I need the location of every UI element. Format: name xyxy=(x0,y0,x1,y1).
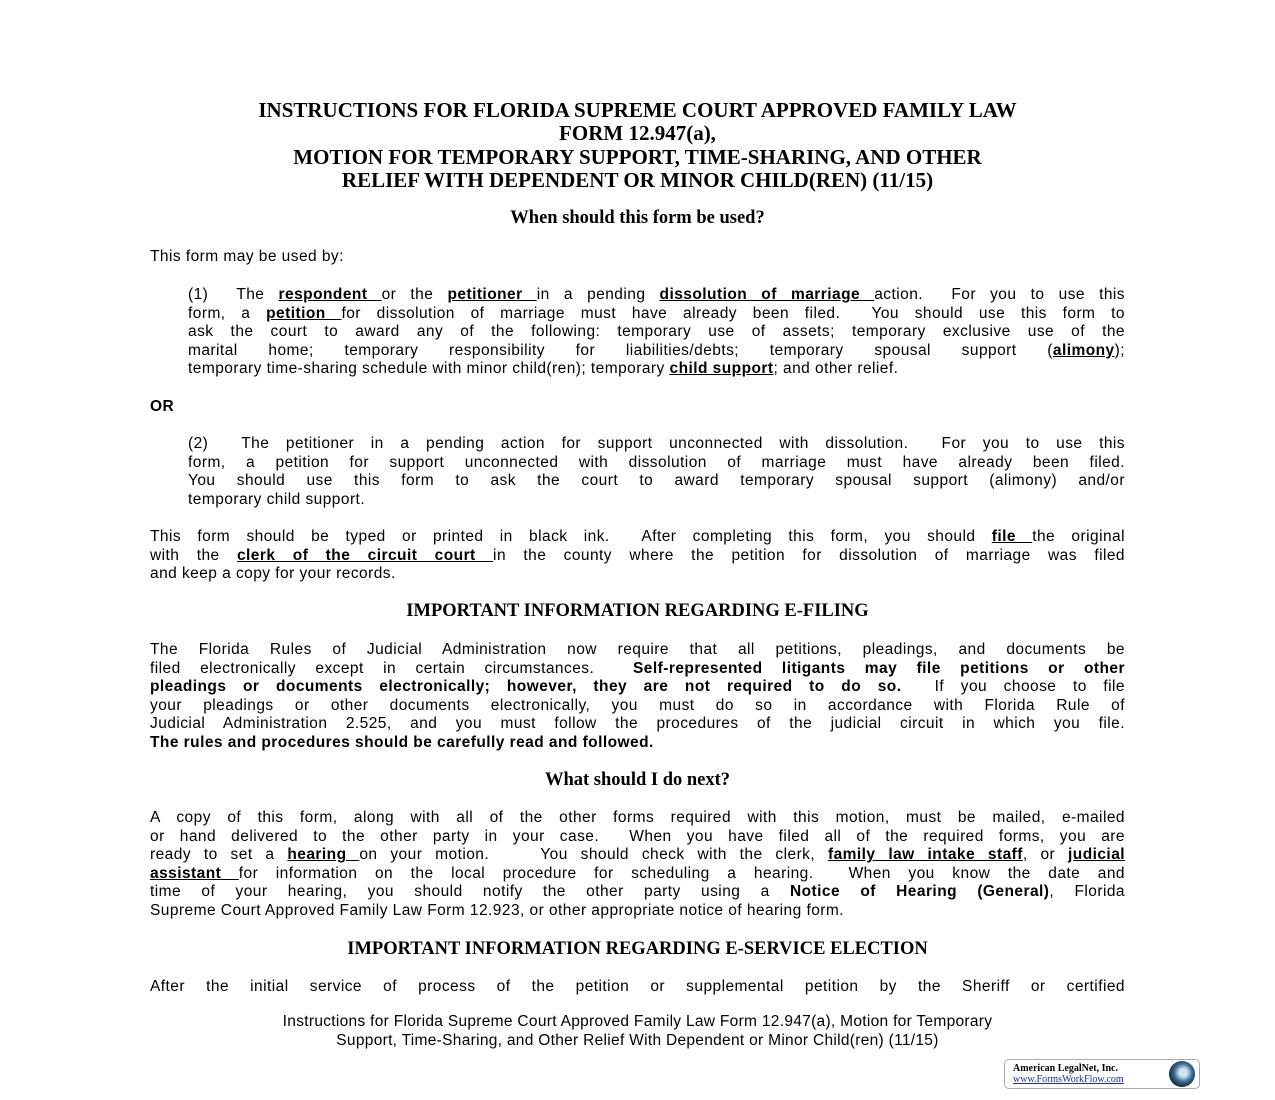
text-line xyxy=(150,828,1125,847)
text-line xyxy=(150,715,1125,734)
text-segment: the original xyxy=(1032,528,1125,545)
logo-url-link[interactable]: www.FormsWorkFlow.com xyxy=(1013,1074,1124,1085)
text-segment: Supreme Court Approved Family Law Form 12.923, or other appropriate notice of hearing form. xyxy=(150,901,845,919)
heading-efiling: IMPORTANT INFORMATION REGARDING E-FILING xyxy=(406,601,869,621)
paragraph-intro xyxy=(150,248,1125,267)
text-line xyxy=(188,360,1125,379)
text-segment: ready to set a xyxy=(150,846,288,864)
text-segment: and keep a copy for your records. xyxy=(150,565,396,583)
americanlegalnet-logo[interactable] xyxy=(1004,1059,1200,1089)
text-line xyxy=(188,323,1125,342)
glossary-term-link[interactable]: file xyxy=(991,528,1033,545)
text-line xyxy=(150,865,1125,884)
bold-text: Self-represented litigants may file petitions or other xyxy=(633,659,1125,677)
footer-line: Support, Time-Sharing, and Other Relief With Dependent or Minor Child(ren) (11/15) xyxy=(336,1032,939,1049)
glossary-term-link[interactable]: alimony xyxy=(1052,341,1115,359)
text-segment: or the xyxy=(381,286,448,303)
text-line xyxy=(188,454,1125,473)
glossary-term-link[interactable]: hearing xyxy=(287,846,360,864)
paragraph-or xyxy=(150,398,1125,417)
heading-when-used: When should this form be used? xyxy=(510,208,765,228)
text-segment: This form may be used by: xyxy=(150,248,344,265)
text-line xyxy=(150,978,1125,997)
bold-text: pleadings or documents electronically; however, they are not required to do so. xyxy=(150,678,902,696)
glossary-term-link[interactable]: child support xyxy=(669,360,774,378)
text-line xyxy=(150,248,1125,267)
text-segment: A copy of this form, along with all of the other forms required with this motion, must be mailed, e-mailed xyxy=(150,809,1125,826)
text-line xyxy=(150,528,1125,547)
heading-eservice: IMPORTANT INFORMATION REGARDING E-SERVICE ELECTION xyxy=(347,939,928,959)
text-segment: After the initial service of process of the petition or supplemental petition by the Sheriff or certified xyxy=(150,978,1125,995)
text-segment: (2) The petitioner in a pending action for support unconnected with dissolution. For you to use this xyxy=(188,435,1125,452)
text-segment: in a pending xyxy=(536,286,660,303)
text-line xyxy=(150,883,1125,902)
text-segment: temporary child support. xyxy=(188,490,366,508)
globe-icon xyxy=(1169,1061,1195,1087)
glossary-term-link[interactable]: family law intake staff xyxy=(828,846,1023,864)
text-segment: , or xyxy=(1022,846,1069,864)
text-line xyxy=(150,697,1125,716)
text-segment: temporary time-sharing schedule with minor child(ren); temporary xyxy=(188,360,670,378)
title-line: MOTION FOR TEMPORARY SUPPORT, TIME-SHARING, AND OTHER xyxy=(293,144,982,169)
title-line: RELIEF WITH DEPENDENT OR MINOR CHILD(REN) (11/15) xyxy=(341,167,934,192)
text-segment: Judicial Administration 2.525, and you must follow the procedures of the judicial circuit in which you file. xyxy=(150,715,1125,733)
logo-company-name: American LegalNet, Inc. xyxy=(1013,1063,1118,1074)
glossary-term-link[interactable]: respondent xyxy=(278,286,382,303)
text-segment: You should use this form to ask the court to award temporary spousal support (alimony) and/or xyxy=(188,472,1125,490)
text-segment: form, a petition for support unconnected with dissolution of marriage must have already been filed. xyxy=(188,453,1125,471)
text-segment: marital home; temporary responsibility for liabilities/debts; temporary spousal support ( xyxy=(188,341,1053,359)
text-line xyxy=(188,342,1125,361)
glossary-term-link[interactable]: assistant xyxy=(150,864,239,882)
text-line xyxy=(188,435,1125,454)
paragraph-efiling xyxy=(150,641,1125,753)
bold-text: Notice of Hearing (General) xyxy=(789,883,1050,901)
text-line xyxy=(150,678,1125,697)
text-line xyxy=(150,547,1125,566)
text-line xyxy=(150,660,1125,679)
glossary-term-link[interactable]: judicial xyxy=(1068,846,1126,864)
text-line xyxy=(150,641,1125,660)
text-line xyxy=(150,846,1125,865)
text-segment: in the county where the petition for dissolution of marriage was filed xyxy=(493,546,1125,564)
text-segment: on your motion. You should check with the clerk, xyxy=(359,846,828,864)
paragraph-filing xyxy=(150,528,1125,584)
text-segment: ; and other relief. xyxy=(773,360,899,378)
bold-text: The rules and procedures should be carefully read and followed. xyxy=(150,733,654,751)
text-line xyxy=(188,472,1125,491)
paragraph-option-2 xyxy=(188,435,1125,509)
text-line xyxy=(188,286,1125,305)
text-line xyxy=(150,398,1125,417)
text-line xyxy=(150,809,1125,828)
title-line: FORM 12.947(a), xyxy=(559,121,716,146)
text-segment: with the xyxy=(150,546,237,564)
text-segment: filed electronically except in certain circumstances. xyxy=(150,659,634,677)
text-segment: ask the court to award any of the following: temporary use of assets; temporary exclusive use of the xyxy=(188,323,1125,341)
text-line xyxy=(188,305,1125,324)
glossary-term-link[interactable]: petitioner xyxy=(447,286,537,303)
title-line: INSTRUCTIONS FOR FLORIDA SUPREME COURT APPROVED FAMILY LAW xyxy=(258,98,1017,122)
text-segment: ); xyxy=(1114,341,1125,359)
text-segment: for dissolution of marriage must have already been filed. You should use this form to xyxy=(341,304,1125,322)
paragraph-what-next xyxy=(150,809,1125,921)
glossary-term-link[interactable]: dissolution of marriage xyxy=(659,286,875,303)
text-segment: form, a xyxy=(188,304,267,322)
bold-text: OR xyxy=(150,398,175,415)
text-line xyxy=(150,565,1125,584)
text-segment: for information on the local procedure for scheduling a hearing. When you know the date and xyxy=(238,864,1125,882)
document-title xyxy=(0,99,1275,192)
text-segment: your pleadings or other documents electronically, you must do so in accordance with Florida Rule of xyxy=(150,696,1125,714)
text-segment: If you choose to file xyxy=(901,678,1125,696)
page-footer xyxy=(0,1012,1275,1050)
paragraph-option-1 xyxy=(188,286,1125,379)
text-segment: action. For you to use this xyxy=(874,286,1125,303)
text-line xyxy=(150,734,1125,753)
text-segment: time of your hearing, you should notify the other party using a xyxy=(150,883,790,901)
text-segment: , Florida xyxy=(1049,883,1125,901)
glossary-term-link[interactable]: petition xyxy=(266,304,342,322)
glossary-term-link[interactable]: clerk of the circuit court xyxy=(236,546,494,564)
text-line xyxy=(150,902,1125,921)
paragraph-eservice xyxy=(150,978,1125,997)
text-segment: This form should be typed or printed in black ink. After completing this form, you should xyxy=(150,528,992,545)
text-segment: or hand delivered to the other party in your case. When you have filed all of the required forms, you are xyxy=(150,827,1125,845)
text-line xyxy=(188,491,1125,510)
heading-what-next: What should I do next? xyxy=(544,770,731,790)
text-segment: (1) The xyxy=(188,286,279,303)
footer-line: Instructions for Florida Supreme Court Approved Family Law Form 12.947(a), Motion for Temporary xyxy=(282,1013,993,1030)
text-segment: The Florida Rules of Judicial Administration now require that all petitions, pleadings, and documents be xyxy=(150,641,1125,658)
